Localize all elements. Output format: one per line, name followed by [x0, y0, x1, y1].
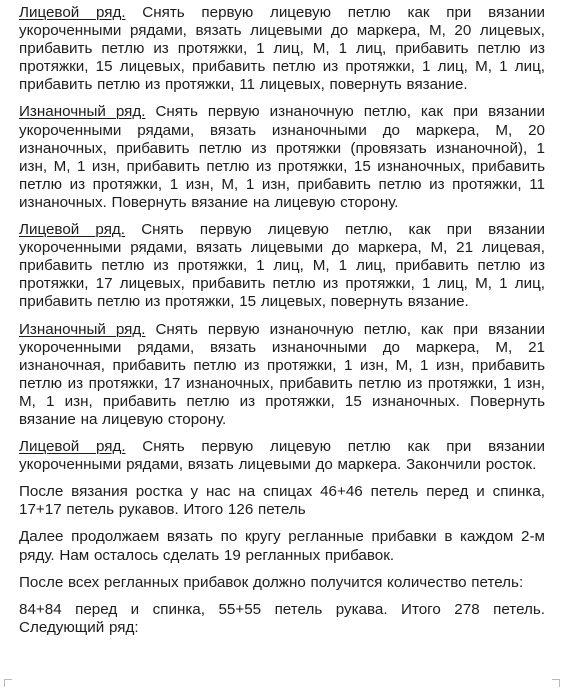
paragraph-final-count-intro [19, 574, 545, 592]
paragraph-text: После всех регланных прибавок должно получится количество петель: [19, 573, 524, 591]
paragraph-knit-row-1 [19, 4, 545, 94]
paragraph-text: Далее продолжаем вязать по кругу регланные прибавки в каждом 2-м ряду. Нам осталось сделать 19 регланных прибавок. [19, 528, 545, 564]
paragraph-text: Снять первую изнаночную петлю, как при вязании укороченными рядами, вязать изнаночными до маркера, М, 20 изнаночных, прибавить петлю из протяжки (провязать изнаночной), 1 изн, М, 1 изн, прибавить петлю из протяжки, 15 изнаночных, прибавить петлю из протяжки, 1 изн, М, 1 изн, прибавить петлю из протяжки, 11 изнаночных. Повернуть вязание на лицевую сторону. [19, 103, 545, 211]
paragraph-text: 84+84 перед и спинка, 55+55 петель рукава. Итого 278 петель. Следующий ряд: [19, 600, 545, 636]
paragraph-text: Снять первую лицевую петлю, как при вязании укороченными рядами, вязать лицевыми до маркера, М, 21 лицевая, прибавить петлю из протяжки, 1 лиц, М, 1 лиц, прибавить петлю из протяжки, 17 лицевых, прибавить петлю из протяжки, 1 лиц, М, 1 лиц, прибавить петлю из протяжки, 15 лицевых, повернуть вязание. [19, 221, 546, 311]
row-heading: Изнаночный ряд. [19, 320, 146, 338]
paragraph-raglan-increases [19, 528, 545, 564]
paragraph-purl-row-2 [19, 321, 545, 430]
paragraph-purl-row-1 [19, 103, 545, 212]
paragraph-text: Снять первую лицевую петлю как при вязании укороченными рядами, вязать лицевыми до маркера. Закончили росток. [19, 438, 545, 474]
page-corner-mark-right [552, 679, 560, 687]
paragraph-knit-row-3 [19, 438, 545, 474]
paragraph-stitch-count [19, 483, 545, 519]
row-heading: Лицевой ряд. [19, 438, 126, 456]
paragraph-text: Снять первую лицевую петлю как при вязании укороченными рядами, вязать лицевыми до маркера, М, 20 лицевых, прибавить петлю из протяжки, 1 лиц, М, 1 лиц, прибавить петлю из протяжки, 15 лицевых, прибавить петлю из протяжки, 1 лиц, М, 1 лиц, прибавить петлю из протяжки, 11 лицевых, повернуть вязание. [19, 4, 545, 94]
paragraph-text: Снять первую изнаночную петлю, как при вязании укороченными рядами, вязать изнаночными до маркера, М, 21 изнаночная, прибавить петлю из протяжки, 1 изн, М, 1 изн, прибавить петлю из протяжки, 17 изнаночных, прибавить петлю из протяжки, 1 изн, М, 1 изн, прибавить петлю из протяжки, 15 изнаночных. Повернуть вязание на лицевую сторону. [19, 320, 545, 428]
document-body [19, 4, 545, 646]
paragraph-text: После вязания ростка у нас на спицах 46+46 петель перед и спинка, 17+17 петель рукавов. Итого 126 петель [19, 483, 545, 519]
row-heading: Лицевой ряд. [19, 221, 126, 239]
paragraph-final-count [19, 601, 545, 637]
row-heading: Изнаночный ряд. [19, 103, 146, 121]
row-heading: Лицевой ряд. [19, 4, 126, 21]
page-corner-mark-left [4, 679, 12, 687]
paragraph-knit-row-2 [19, 221, 545, 311]
